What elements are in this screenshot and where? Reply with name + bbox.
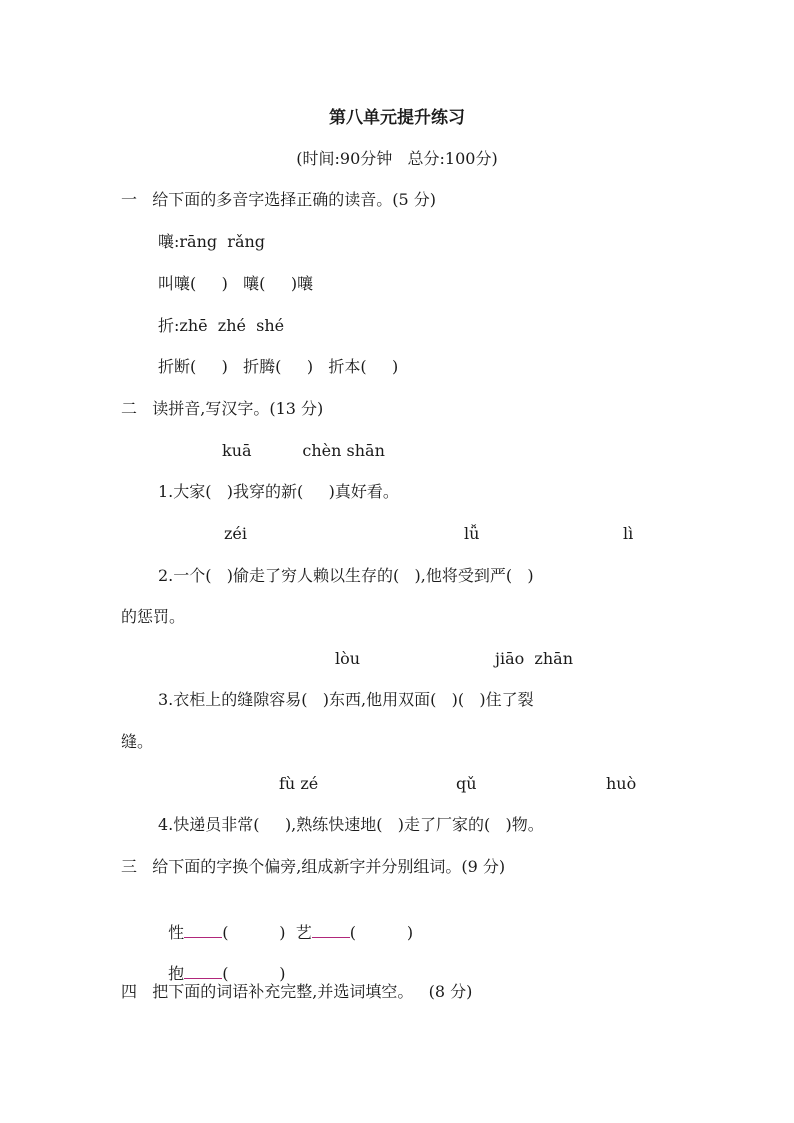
s1-line-3: 折:zhē zhé shé [158, 316, 285, 335]
section-2-header: 二 读拼音,写汉字。(13 分) [121, 399, 324, 418]
s2-question-3: 3.衣柜上的缝隙容易( )东西,他用双面( )( )住了裂 [158, 690, 534, 709]
s3-blank-2[interactable] [312, 919, 350, 938]
s2-pinyin-4b: qǔ [456, 774, 477, 793]
s3-char-2: 艺 [295, 923, 312, 942]
section-1-header: 一 给下面的多音字选择正确的读音。(5 分) [121, 190, 437, 209]
s1-line-4: 折断( ) 折腾( ) 折本( ) [158, 357, 399, 376]
s2-question-4: 4.快递员非常( ),熟练快速地( )走了厂家的( )物。 [158, 815, 544, 834]
section-4-header: 四 把下面的词语补充完整,并选词填空。 (8 分) [121, 982, 473, 1001]
s2-pinyin-2b: lǚ [464, 524, 480, 543]
page-title: 第八单元提升练习 [329, 108, 465, 128]
s3-word-3: ( ) [222, 964, 286, 983]
s3-blank-1[interactable] [184, 919, 222, 938]
s3-char-1: 性 [168, 923, 185, 942]
s2-pinyin-2a: zéi [224, 524, 248, 543]
s2-question-2: 2.一个( )偷走了穷人赖以生存的( ),他将受到严( ) [158, 566, 534, 585]
s2-pinyin-1: kuā chèn shān [222, 441, 385, 460]
s3-word-1: ( ) [222, 923, 286, 942]
s2-pinyin-4a: fù zé [279, 774, 319, 793]
s3-char-3: 抱 [168, 964, 185, 983]
s2-question-3-cont: 缝。 [121, 732, 154, 751]
s2-question-1: 1.大家( )我穿的新( )真好看。 [158, 482, 399, 501]
s1-line-2: 叫嚷( ) 嚷( )嚷 [158, 274, 314, 293]
exam-info: (时间:90分钟 总分:100分) [296, 149, 498, 168]
s2-pinyin-4c: huò [606, 774, 637, 793]
section-3-header: 三 给下面的字换个偏旁,组成新字并分别组词。(9 分) [121, 857, 506, 876]
s2-pinyin-3b: jiāo zhān [495, 649, 573, 668]
s2-question-2-cont: 的惩罚。 [121, 607, 186, 626]
s2-pinyin-2c: lì [623, 524, 634, 543]
s3-row-1 [158, 899, 413, 943]
s3-blank-3[interactable] [184, 960, 222, 979]
s2-pinyin-3a: lòu [335, 649, 361, 668]
s1-line-1: 嚷:rāng rǎng [158, 232, 266, 251]
s3-row-2 [158, 940, 286, 984]
s3-word-2: ( ) [349, 923, 414, 942]
